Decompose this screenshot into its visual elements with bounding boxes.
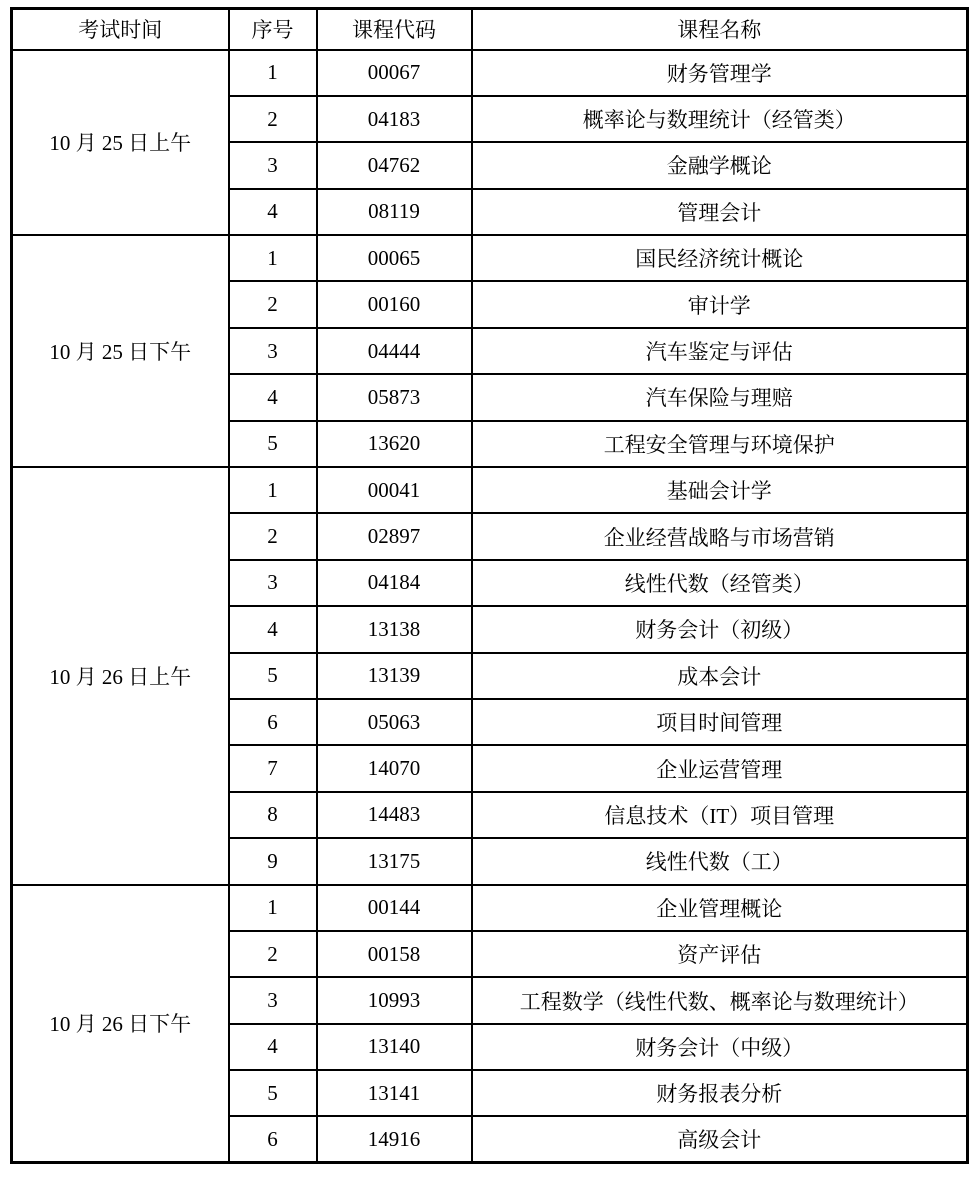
course-code-cell: 00065 bbox=[317, 235, 472, 281]
course-name-cell: 企业经营战略与市场营销 bbox=[472, 513, 968, 559]
seq-no-cell: 4 bbox=[229, 374, 317, 420]
seq-no-cell: 3 bbox=[229, 328, 317, 374]
course-code-cell: 00041 bbox=[317, 467, 472, 513]
course-code-cell: 05063 bbox=[317, 699, 472, 745]
header-exam-time: 考试时间 bbox=[12, 9, 229, 50]
course-code-cell: 02897 bbox=[317, 513, 472, 559]
course-code-cell: 10993 bbox=[317, 977, 472, 1023]
header-course-name: 课程名称 bbox=[472, 9, 968, 50]
course-name-cell: 企业管理概论 bbox=[472, 885, 968, 931]
course-name-cell: 审计学 bbox=[472, 281, 968, 327]
course-name-cell: 金融学概论 bbox=[472, 142, 968, 188]
course-name-cell: 管理会计 bbox=[472, 189, 968, 235]
seq-no-cell: 1 bbox=[229, 467, 317, 513]
course-code-cell: 13140 bbox=[317, 1024, 472, 1070]
exam-time-cell: 10 月 25 日下午 bbox=[12, 235, 229, 467]
seq-no-cell: 1 bbox=[229, 50, 317, 96]
exam-schedule-table bbox=[10, 7, 969, 1164]
course-code-cell: 00067 bbox=[317, 50, 472, 96]
seq-no-cell: 1 bbox=[229, 885, 317, 931]
course-code-cell: 00160 bbox=[317, 281, 472, 327]
course-name-cell: 资产评估 bbox=[472, 931, 968, 977]
course-name-cell: 成本会计 bbox=[472, 653, 968, 699]
course-name-cell: 财务会计（中级） bbox=[472, 1024, 968, 1070]
seq-no-cell: 5 bbox=[229, 653, 317, 699]
exam-time-cell: 10 月 26 日上午 bbox=[12, 467, 229, 885]
course-name-cell: 工程数学（线性代数、概率论与数理统计） bbox=[472, 977, 968, 1023]
header-course-code: 课程代码 bbox=[317, 9, 472, 50]
course-name-cell: 财务报表分析 bbox=[472, 1070, 968, 1116]
table-header-row bbox=[12, 9, 968, 50]
table-row bbox=[12, 467, 968, 513]
seq-no-cell: 3 bbox=[229, 142, 317, 188]
seq-no-cell: 4 bbox=[229, 1024, 317, 1070]
seq-no-cell: 4 bbox=[229, 189, 317, 235]
course-name-cell: 信息技术（IT）项目管理 bbox=[472, 792, 968, 838]
course-code-cell: 13139 bbox=[317, 653, 472, 699]
course-code-cell: 13620 bbox=[317, 421, 472, 467]
course-code-cell: 05873 bbox=[317, 374, 472, 420]
seq-no-cell: 2 bbox=[229, 513, 317, 559]
exam-time-cell: 10 月 26 日下午 bbox=[12, 885, 229, 1163]
seq-no-cell: 6 bbox=[229, 1116, 317, 1162]
header-seq-no: 序号 bbox=[229, 9, 317, 50]
course-name-cell: 高级会计 bbox=[472, 1116, 968, 1162]
course-name-cell: 国民经济统计概论 bbox=[472, 235, 968, 281]
seq-no-cell: 2 bbox=[229, 281, 317, 327]
seq-no-cell: 7 bbox=[229, 745, 317, 791]
course-name-cell: 汽车保险与理赔 bbox=[472, 374, 968, 420]
seq-no-cell: 4 bbox=[229, 606, 317, 652]
table-row bbox=[12, 235, 968, 281]
table-body bbox=[12, 50, 968, 1163]
course-name-cell: 概率论与数理统计（经管类） bbox=[472, 96, 968, 142]
course-code-cell: 08119 bbox=[317, 189, 472, 235]
course-name-cell: 汽车鉴定与评估 bbox=[472, 328, 968, 374]
seq-no-cell: 2 bbox=[229, 96, 317, 142]
table-row bbox=[12, 50, 968, 96]
seq-no-cell: 8 bbox=[229, 792, 317, 838]
seq-no-cell: 5 bbox=[229, 1070, 317, 1116]
course-code-cell: 14916 bbox=[317, 1116, 472, 1162]
table-row bbox=[12, 885, 968, 931]
course-code-cell: 04184 bbox=[317, 560, 472, 606]
course-code-cell: 13175 bbox=[317, 838, 472, 884]
course-name-cell: 基础会计学 bbox=[472, 467, 968, 513]
course-code-cell: 14070 bbox=[317, 745, 472, 791]
course-name-cell: 财务管理学 bbox=[472, 50, 968, 96]
course-code-cell: 13141 bbox=[317, 1070, 472, 1116]
exam-time-cell: 10 月 25 日上午 bbox=[12, 50, 229, 236]
course-name-cell: 财务会计（初级） bbox=[472, 606, 968, 652]
course-name-cell: 项目时间管理 bbox=[472, 699, 968, 745]
seq-no-cell: 3 bbox=[229, 560, 317, 606]
seq-no-cell: 5 bbox=[229, 421, 317, 467]
course-code-cell: 00158 bbox=[317, 931, 472, 977]
course-name-cell: 线性代数（经管类） bbox=[472, 560, 968, 606]
seq-no-cell: 2 bbox=[229, 931, 317, 977]
seq-no-cell: 1 bbox=[229, 235, 317, 281]
seq-no-cell: 6 bbox=[229, 699, 317, 745]
course-code-cell: 04762 bbox=[317, 142, 472, 188]
course-code-cell: 04444 bbox=[317, 328, 472, 374]
course-name-cell: 企业运营管理 bbox=[472, 745, 968, 791]
seq-no-cell: 3 bbox=[229, 977, 317, 1023]
course-code-cell: 13138 bbox=[317, 606, 472, 652]
course-code-cell: 14483 bbox=[317, 792, 472, 838]
course-name-cell: 工程安全管理与环境保护 bbox=[472, 421, 968, 467]
course-name-cell: 线性代数（工） bbox=[472, 838, 968, 884]
seq-no-cell: 9 bbox=[229, 838, 317, 884]
course-code-cell: 04183 bbox=[317, 96, 472, 142]
course-code-cell: 00144 bbox=[317, 885, 472, 931]
